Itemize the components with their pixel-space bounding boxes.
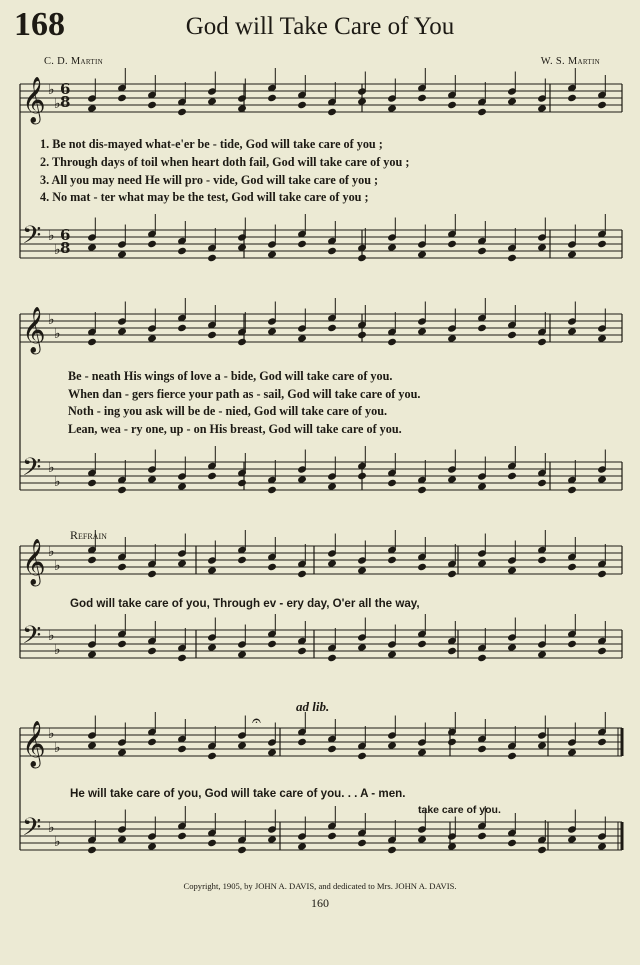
note-head <box>178 745 187 752</box>
flat-icon: ♭ <box>54 326 61 342</box>
note-head <box>298 335 307 342</box>
note-head <box>88 338 97 345</box>
note-head <box>598 240 607 247</box>
note-head <box>148 101 157 108</box>
note-head <box>598 476 607 483</box>
flat-icon: ♭ <box>54 558 61 574</box>
note-head <box>268 486 277 493</box>
note-head <box>328 324 337 331</box>
time-signature: 8 <box>60 239 71 257</box>
note-head <box>178 247 187 254</box>
note-head <box>118 836 127 843</box>
flat-icon: ♭ <box>48 820 55 836</box>
note-head <box>238 105 247 112</box>
verse-line-2: 2. Through days of toil when heart doth fail, God will take care of you ; <box>40 155 410 169</box>
note-head <box>478 483 487 490</box>
note-head <box>478 247 487 254</box>
note-head <box>268 94 277 101</box>
note-head <box>298 647 307 654</box>
note-head <box>88 651 97 658</box>
note-head <box>538 742 547 749</box>
note-head <box>448 476 457 483</box>
note-head <box>238 651 247 658</box>
note-head <box>418 640 427 647</box>
note-head <box>298 101 307 108</box>
note-head <box>268 836 277 843</box>
time-signature: 6 <box>60 226 71 244</box>
note-head <box>298 570 307 577</box>
note-head <box>238 479 247 486</box>
note-head <box>328 108 337 115</box>
note-head <box>508 567 517 574</box>
note-head <box>388 244 397 251</box>
note-head <box>448 240 457 247</box>
verse-line-3b: Noth - ing you ask will be de - nied, God will take care of you. <box>68 404 388 418</box>
flat-icon: ♭ <box>48 312 55 328</box>
flat-icon: ♭ <box>54 834 61 850</box>
flat-icon: ♭ <box>54 96 61 112</box>
note-head <box>238 244 247 251</box>
bass-clef-icon: 𝄢 <box>22 621 42 656</box>
note-head <box>268 563 277 570</box>
note-head <box>148 240 157 247</box>
flat-icon: ♭ <box>48 726 55 742</box>
note-head <box>568 251 577 258</box>
note-head <box>538 338 547 345</box>
note-head <box>208 644 217 651</box>
note-head <box>508 254 517 261</box>
note-head <box>88 846 97 853</box>
note-head <box>328 832 337 839</box>
note-head <box>328 247 337 254</box>
note-head <box>538 105 547 112</box>
note-head <box>388 846 397 853</box>
hymn-title: God will Take Care of You <box>185 13 455 40</box>
note-head <box>418 328 427 335</box>
note-head <box>208 331 217 338</box>
note-head <box>298 738 307 745</box>
note-head <box>538 846 547 853</box>
note-head <box>478 324 487 331</box>
flat-icon: ♭ <box>54 474 61 490</box>
note-head <box>508 472 517 479</box>
note-head <box>358 472 367 479</box>
flat-icon: ♭ <box>54 740 61 756</box>
note-head <box>598 843 607 850</box>
note-head <box>508 98 517 105</box>
note-head <box>448 101 457 108</box>
note-head <box>568 749 577 756</box>
note-head <box>118 94 127 101</box>
verse-line-4: 4. No mat - ter what may be the test, God will take care of you ; <box>40 190 369 204</box>
refrain-line-2: He will take care of you, God will take care of you. . . A - men. <box>70 787 406 800</box>
note-head <box>238 556 247 563</box>
note-head <box>568 640 577 647</box>
note-head <box>148 843 157 850</box>
note-head <box>538 244 547 251</box>
note-head <box>178 108 187 115</box>
refrain-label: Refrain <box>70 528 107 542</box>
note-head <box>178 654 187 661</box>
note-head <box>598 335 607 342</box>
treble-clef-icon: 𝄞 <box>22 721 46 767</box>
bass-clef-icon: 𝄢 <box>22 813 42 848</box>
refrain-line-1: God will take care of you, Through ev - ery day, O'er all the way, <box>70 597 420 610</box>
note-head <box>148 570 157 577</box>
note-head <box>538 556 547 563</box>
note-head <box>208 472 217 479</box>
note-head <box>358 254 367 261</box>
flat-icon: ♭ <box>48 82 55 98</box>
note-head <box>298 843 307 850</box>
note-head <box>538 479 547 486</box>
verse-line-2b: When dan - gers fierce your path as - sail, God will take care of you. <box>68 387 421 401</box>
note-head <box>358 644 367 651</box>
copyright-notice: Copyright, 1905, by JOHN A. DAVIS, and dedicated to Mrs. JOHN A. DAVIS. <box>183 881 457 891</box>
note-head <box>568 328 577 335</box>
note-head <box>178 832 187 839</box>
note-head <box>508 752 517 759</box>
note-head <box>418 251 427 258</box>
note-head <box>88 105 97 112</box>
note-head <box>178 324 187 331</box>
note-head <box>388 338 397 345</box>
note-head <box>388 556 397 563</box>
note-head <box>598 647 607 654</box>
flat-icon: ♭ <box>48 228 55 244</box>
note-head <box>568 94 577 101</box>
note-head <box>268 328 277 335</box>
note-head <box>118 251 127 258</box>
note-head <box>118 749 127 756</box>
time-signature: 8 <box>60 93 71 111</box>
page-number: 160 <box>311 896 329 910</box>
note-head <box>358 752 367 759</box>
note-head <box>178 560 187 567</box>
treble-clef-icon: 𝄞 <box>22 77 46 123</box>
fermata-icon: 𝄐 <box>252 711 261 730</box>
note-head <box>448 738 457 745</box>
note-head <box>598 738 607 745</box>
note-head <box>118 486 127 493</box>
note-head <box>418 486 427 493</box>
note-head <box>388 479 397 486</box>
note-head <box>478 745 487 752</box>
note-head <box>418 749 427 756</box>
bass-clef-icon: 𝄢 <box>22 221 42 256</box>
note-head <box>598 101 607 108</box>
note-head <box>358 839 367 846</box>
note-head <box>208 254 217 261</box>
author-words: C. D. Martin <box>44 56 103 67</box>
flat-icon: ♭ <box>48 460 55 476</box>
note-head <box>478 654 487 661</box>
author-music: W. S. Martin <box>540 56 600 67</box>
note-head <box>508 331 517 338</box>
verse-line-3: 3. All you may need He will pro - vide, God will take care of you ; <box>40 173 379 187</box>
note-head <box>538 651 547 658</box>
note-head <box>118 328 127 335</box>
note-head <box>508 644 517 651</box>
note-head <box>358 331 367 338</box>
note-head <box>448 570 457 577</box>
flat-icon: ♭ <box>54 642 61 658</box>
note-head <box>148 647 157 654</box>
note-head <box>208 839 217 846</box>
note-head <box>478 560 487 567</box>
treble-clef-icon: 𝄞 <box>22 307 46 353</box>
note-head <box>568 836 577 843</box>
note-head <box>448 647 457 654</box>
note-head <box>388 742 397 749</box>
note-head <box>448 335 457 342</box>
note-head <box>418 94 427 101</box>
hymn-number: 168 <box>14 6 65 43</box>
note-head <box>268 749 277 756</box>
note-head <box>328 745 337 752</box>
note-head <box>88 556 97 563</box>
note-head <box>478 832 487 839</box>
note-head <box>238 846 247 853</box>
note-head <box>448 843 457 850</box>
note-head <box>568 563 577 570</box>
note-head <box>268 251 277 258</box>
note-head <box>208 98 217 105</box>
refrain-subline: take care of you. <box>418 804 501 816</box>
note-head <box>388 105 397 112</box>
note-head <box>358 98 367 105</box>
note-head <box>148 738 157 745</box>
note-head <box>328 483 337 490</box>
flat-icon: ♭ <box>54 242 61 258</box>
time-signature: 6 <box>60 80 71 98</box>
flat-icon: ♭ <box>48 628 55 644</box>
note-head <box>118 563 127 570</box>
note-head <box>208 567 217 574</box>
note-head <box>598 570 607 577</box>
flat-icon: ♭ <box>48 544 55 560</box>
note-head <box>418 836 427 843</box>
ad-lib-marking: ad lib. <box>296 699 330 714</box>
verse-line-1b: Be - neath His wings of love a - bide, God will take care of you. <box>68 369 393 383</box>
note-head <box>268 640 277 647</box>
note-head <box>208 752 217 759</box>
note-head <box>148 476 157 483</box>
bass-clef-icon: 𝄢 <box>22 453 42 488</box>
note-head <box>238 742 247 749</box>
note-head <box>388 651 397 658</box>
note-head <box>148 335 157 342</box>
verse-line-1: 1. Be not dis-mayed what-e'er be - tide, God will take care of you ; <box>40 137 383 151</box>
note-head <box>478 108 487 115</box>
verse-line-4b: Lean, wea - ry one, up - on His breast, God will take care of you. <box>68 422 402 436</box>
treble-clef-icon: 𝄞 <box>22 539 46 585</box>
note-head <box>298 476 307 483</box>
note-head <box>118 640 127 647</box>
note-head <box>88 244 97 251</box>
note-head <box>358 567 367 574</box>
note-head <box>88 479 97 486</box>
note-head <box>238 338 247 345</box>
note-head <box>298 240 307 247</box>
note-head <box>178 483 187 490</box>
note-head <box>328 654 337 661</box>
note-head <box>508 839 517 846</box>
note-head <box>568 486 577 493</box>
note-head <box>88 742 97 749</box>
note-head <box>328 560 337 567</box>
note-head <box>418 563 427 570</box>
